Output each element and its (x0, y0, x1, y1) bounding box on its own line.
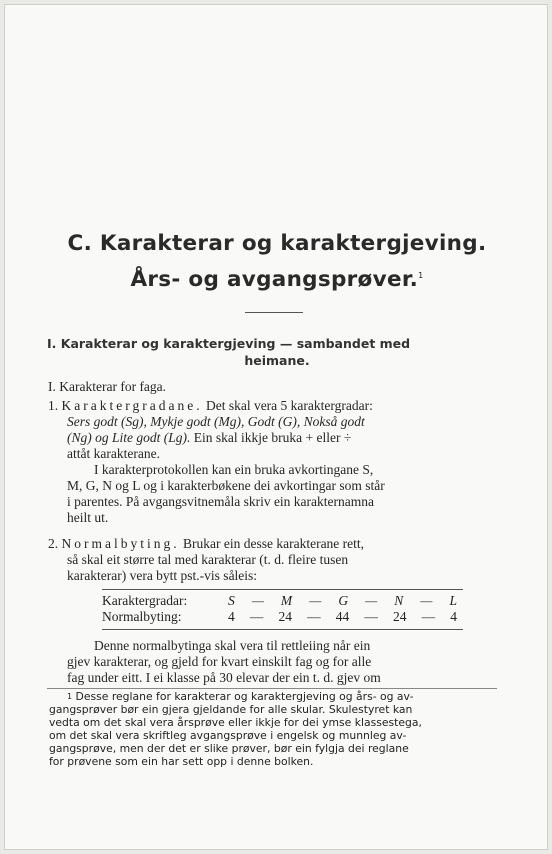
footnote-line: vedta om det skal vera årsprøve eller ikkje for dei ymse klassestega, (49, 716, 422, 729)
table-dash: — (251, 593, 264, 608)
footnote-mark: 1 (67, 692, 73, 701)
footnote-line: gangsprøve, men der det er slike prøver, bør ein fylgja dei reglane (49, 742, 409, 755)
table-row-label: Normalbyting: (102, 609, 182, 624)
table-dash: — (365, 593, 378, 608)
table-row (102, 609, 463, 625)
chapter-title: C. Karakterar og karaktergjeving. (67, 231, 487, 256)
grade-table (102, 593, 463, 625)
table-cell: S (228, 593, 235, 608)
item1-text: Det skal vera 5 karaktergradar: (205, 398, 373, 413)
after-table-line: Denne normalbytinga skal vera til rettleiing når ein (94, 638, 371, 653)
item1-line1 (48, 398, 373, 414)
footnote-line: om det skal vera skriftleg avgangsprøve i engelsk og munnleg av- (49, 729, 407, 742)
item1-para2-line: i parentes. På avgangsvitnemåla skriv ein karakternamna (67, 494, 375, 509)
table-dash: — (421, 609, 436, 624)
section-heading-line1: I. Karakterar og karaktergjeving — sambandet med (47, 336, 411, 351)
table-cell: G (338, 593, 349, 608)
table-top-rule (102, 589, 463, 590)
table-dash: — (249, 609, 264, 624)
table-cell: 4 (228, 609, 235, 624)
after-table-line: gjev karakterar, og gjeld for kvart einskilt fag og for alle (67, 654, 372, 669)
footnote-divider (47, 688, 497, 689)
item2-line1 (48, 536, 364, 552)
footnote-line-text: Desse reglane for karakterar og karaktergjeving og års- og av- (75, 690, 414, 703)
table-cell: 44 (335, 609, 350, 624)
table-row-label: Karaktergradar: (102, 593, 188, 608)
title-divider (245, 312, 303, 313)
table-cell: 4 (450, 609, 457, 624)
chapter-subtitle (5, 267, 549, 292)
table-dash: — (309, 593, 322, 608)
footnote-line: gangsprøver bør ein gjera gjeldande for alle skular. Skulestyret kan (49, 703, 413, 716)
section-heading-line2: heimane. (244, 353, 310, 368)
document-page (4, 4, 548, 850)
item2-text: Brukar ein desse karakterane rett, (183, 536, 365, 551)
item1-para2-line: M, G, N og L og i karakterbøkene dei avkortingar som står (67, 478, 385, 493)
chapter-subtitle-text: Års- og avgangsprøver. (130, 267, 419, 292)
table-row (102, 593, 463, 609)
table-cell: L (449, 593, 457, 608)
item1-term: Karaktergradane. (61, 398, 203, 413)
item2-number: 2. (48, 536, 59, 551)
table-dash: — (307, 609, 321, 624)
footnote-line: for prøvene som ein har sett opp i denne bolken. (49, 755, 314, 768)
subsection-heading: I. Karakterar for faga. (48, 379, 167, 394)
item2-line: så skal eit større tal med karakterar (t. d. fleire tusen (67, 552, 349, 567)
item1-para2-line: I karakterprotokollen kan ein bruka avkortingane S, (94, 462, 374, 477)
footnote-line (67, 691, 414, 704)
item2-term: Normalbyting. (61, 536, 180, 551)
footnote-reference: 1 (418, 270, 424, 280)
item1-para2-line: heilt ut. (67, 510, 109, 525)
item1-line4: attåt karakterane. (67, 446, 160, 461)
table-dash: — (420, 593, 433, 608)
item1-line3 (67, 430, 351, 446)
table-cell: 24 (393, 609, 407, 624)
table-cell: 24 (278, 609, 292, 624)
table-bottom-rule (102, 629, 463, 630)
item1-number: 1. (48, 398, 59, 413)
after-table-line: fag under eitt. I ei klasse på 30 elevar der ein t. d. gjev om (67, 670, 381, 685)
table-dash: — (364, 609, 378, 624)
item1-line2: Sers godt (Sg), Mykje godt (Mg), Godt (G), Nokså godt (67, 414, 365, 429)
item1-line3-italic: (Ng) og Lite godt (Lg). (67, 430, 191, 445)
table-cell: N (394, 593, 404, 608)
item2-line: karakterar) vera bytt pst.-vis såleis: (67, 568, 258, 583)
item1-line3-rest: Ein skal ikkje bruka + eller ÷ (193, 430, 352, 445)
table-cell: M (280, 593, 293, 608)
